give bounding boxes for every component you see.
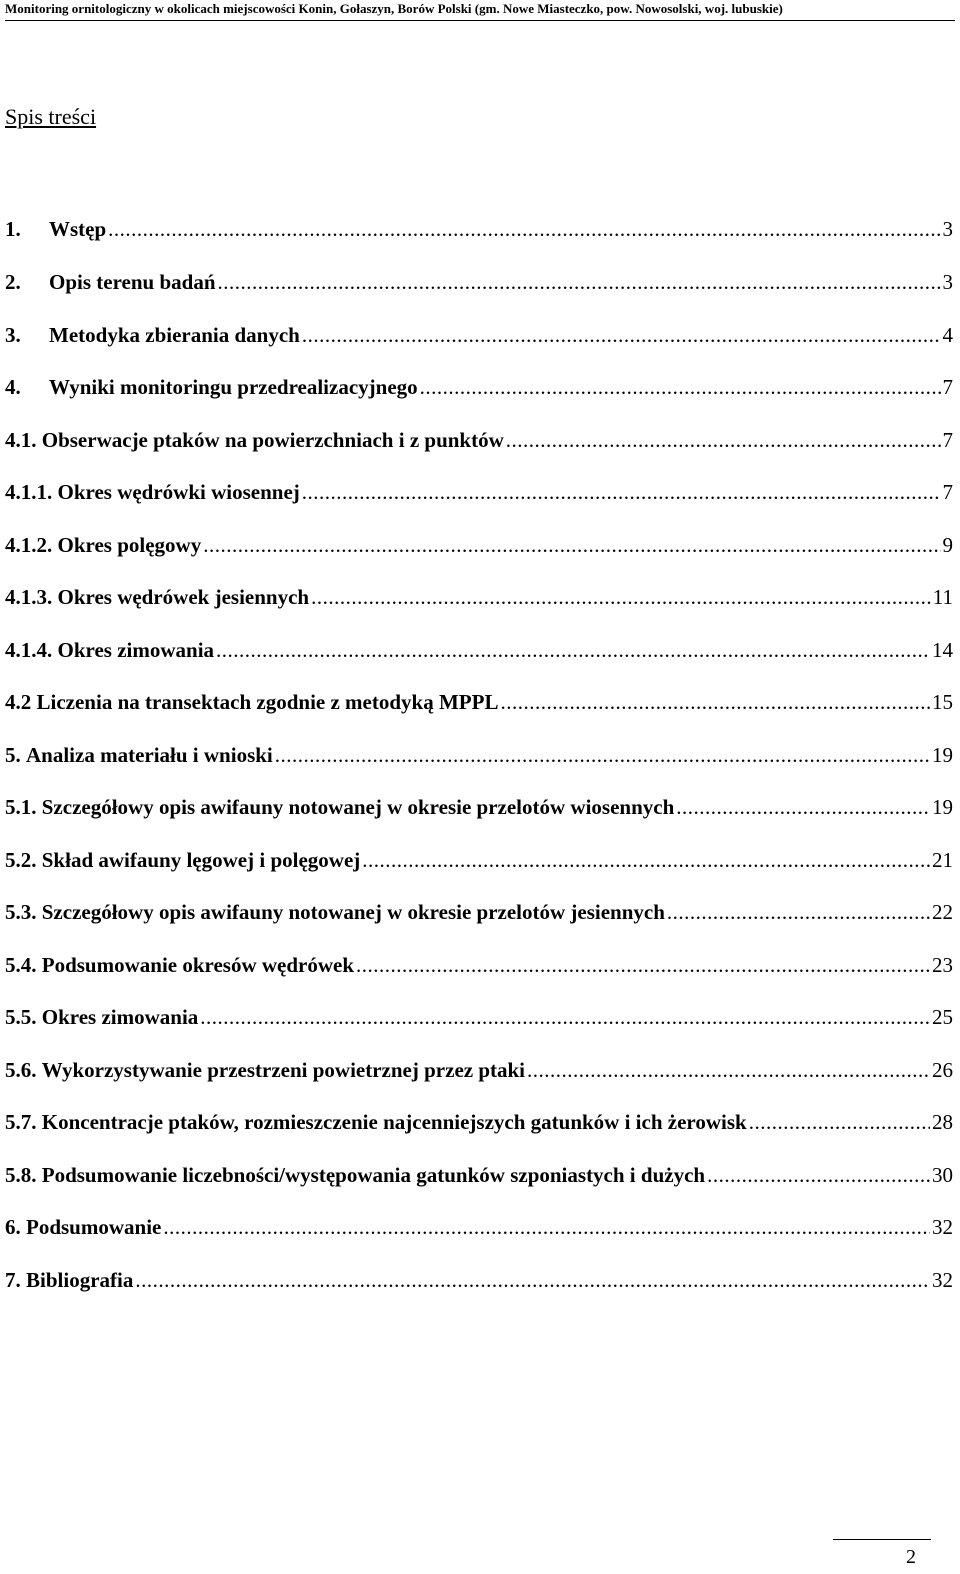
toc-leader-dots: [527, 1055, 930, 1085]
toc-entry-title: Wykorzystywanie przestrzeni powietrznej przez ptaki: [41, 1058, 526, 1082]
toc-entry-page: 9: [942, 533, 953, 557]
toc-entry-title: Szczegółowy opis awifauny notowanej w okresie przelotów jesiennych: [41, 900, 665, 924]
toc-entry-title: Podsumowanie: [26, 1215, 162, 1239]
toc-leader-dots: [302, 320, 941, 350]
toc-entry-number: 4.1.2.: [5, 533, 53, 557]
toc-entry-number: 4.1.4.: [5, 638, 53, 662]
toc-entry-number: 5.2.: [5, 848, 37, 872]
toc-entry[interactable]: [5, 845, 953, 875]
toc-entry[interactable]: [5, 687, 953, 717]
toc-entry-page: 22: [932, 900, 953, 924]
toc-entry[interactable]: [5, 1212, 953, 1242]
toc-entry-number: 5.3.: [5, 900, 37, 924]
toc-entry[interactable]: [5, 425, 953, 455]
toc-entry-title: Obserwacje ptaków na powierzchniach i z punktów: [41, 428, 504, 452]
toc-entry-number: 7.: [5, 1268, 21, 1292]
toc-entry-number: 5.4.: [5, 953, 37, 977]
toc-entry[interactable]: [5, 792, 953, 822]
toc-entry-title: Bibliografia: [26, 1268, 134, 1292]
toc-entry-page: 28: [932, 1110, 953, 1134]
toc-entry-title: Metodyka zbierania danych: [49, 323, 300, 347]
toc-leader-dots: [356, 950, 930, 980]
toc-entry-number: 3.: [5, 323, 21, 347]
toc-entry-number: 2.: [5, 270, 21, 294]
toc-entry[interactable]: [5, 950, 953, 980]
toc-leader-dots: [420, 372, 941, 402]
toc-entry[interactable]: [5, 897, 953, 927]
toc-entry-title: Liczenia na transektach zgodnie z metodyką MPPL: [36, 690, 499, 714]
toc-entry-page: 25: [932, 1005, 953, 1029]
toc-entry[interactable]: [5, 530, 953, 560]
toc-entry-number: 1.: [5, 217, 21, 241]
toc-entry-page: 19: [932, 795, 953, 819]
toc-entry-page: 7: [942, 428, 953, 452]
toc-entry-number: 5.7.: [5, 1110, 37, 1134]
toc-leader-dots: [500, 687, 930, 717]
toc-entry-page: 7: [942, 375, 953, 399]
toc-leader-dots: [216, 635, 930, 665]
toc-entry-page: 11: [932, 585, 953, 609]
toc-entry[interactable]: [5, 1055, 953, 1085]
toc-entry-number: 5.6.: [5, 1058, 37, 1082]
toc-entry[interactable]: [5, 635, 953, 665]
toc-entry-page: 3: [942, 270, 953, 294]
toc-entry[interactable]: [5, 1002, 953, 1032]
toc-leader-dots: [506, 425, 941, 455]
toc-entry-page: 26: [932, 1058, 953, 1082]
toc-entry-page: 32: [932, 1215, 953, 1239]
toc-entry-page: 21: [932, 848, 953, 872]
toc-entry-title: Okres wędrówki wiosennej: [57, 480, 300, 504]
toc-entry-page: 4: [942, 323, 953, 347]
toc-entry[interactable]: [5, 320, 953, 350]
toc-entry[interactable]: [5, 740, 953, 770]
toc-entry-page: 32: [932, 1268, 953, 1292]
toc-entry-title: Okres zimowania: [57, 638, 215, 662]
toc-entry-number: 4.1.1.: [5, 480, 53, 504]
toc-leader-dots: [108, 214, 940, 244]
toc-entry-title: Skład awifauny lęgowej i polęgowej: [41, 848, 361, 872]
toc-entry[interactable]: [5, 477, 953, 507]
toc-entry-title: Okres polęgowy: [57, 533, 202, 557]
toc-entry-number: 4.1.3.: [5, 585, 53, 609]
toc-entry-number: 4.2: [5, 690, 32, 714]
toc-entry-number: 5.8.: [5, 1163, 37, 1187]
toc-leader-dots: [749, 1107, 930, 1137]
toc-entry-number: 5.: [5, 743, 21, 767]
toc-entry[interactable]: [5, 1265, 953, 1295]
toc-entry-number: 6.: [5, 1215, 21, 1239]
toc-leader-dots: [302, 477, 941, 507]
toc-entry[interactable]: [5, 1160, 953, 1190]
toc-entry[interactable]: [5, 267, 953, 297]
toc-entry-number: 5.5.: [5, 1005, 37, 1029]
toc-leader-dots: [203, 530, 940, 560]
toc-leader-dots: [200, 1002, 930, 1032]
toc-leader-dots: [311, 582, 931, 612]
toc-leader-dots: [707, 1160, 930, 1190]
toc-entry-page: 7: [942, 480, 953, 504]
toc-entry-page: 3: [942, 217, 953, 241]
toc-entry-page: 23: [932, 953, 953, 977]
toc-entry-number: 5.1.: [5, 795, 37, 819]
toc-leader-dots: [275, 740, 930, 770]
footer-rule: [833, 1539, 931, 1540]
toc-entry[interactable]: [5, 372, 953, 402]
toc-entry-number: 4.: [5, 375, 21, 399]
page-number: 2: [906, 1546, 916, 1568]
toc-entry-title: Okres wędrówek jesiennych: [57, 585, 310, 609]
toc-leader-dots: [676, 792, 930, 822]
toc-entry[interactable]: [5, 1107, 953, 1137]
toc-entry-title: Okres zimowania: [41, 1005, 199, 1029]
toc-entry-number: 4.1.: [5, 428, 37, 452]
toc-entry-title: Podsumowanie okresów wędrówek: [41, 953, 355, 977]
toc-leader-dots: [362, 845, 930, 875]
toc-leader-dots: [135, 1265, 930, 1295]
toc-title: Spis treści: [5, 104, 97, 129]
toc-entry-title: Koncentracje ptaków, rozmieszczenie najcenniejszych gatunków i ich żerowisk: [41, 1110, 747, 1134]
toc-entry-title: Analiza materiału i wnioski: [26, 743, 273, 767]
toc-entry-page: 19: [932, 743, 953, 767]
toc-entry-title: Szczegółowy opis awifauny notowanej w okresie przelotów wiosennych: [41, 795, 675, 819]
toc-entry-title: Wyniki monitoringu przedrealizacyjnego: [49, 375, 418, 399]
toc-leader-dots: [218, 267, 941, 297]
toc-entry-title: Wstęp: [49, 217, 107, 241]
toc-entry-title: Opis terenu badań: [49, 270, 216, 294]
toc-entry-title: Podsumowanie liczebności/występowania gatunków szponiastych i dużych: [41, 1163, 706, 1187]
toc-leader-dots: [667, 897, 930, 927]
toc-entry[interactable]: [5, 582, 953, 612]
toc-leader-dots: [163, 1212, 930, 1242]
running-header: Monitoring ornitologiczny w okolicach miejscowości Konin, Gołaszyn, Borów Polski (gm. Nowe Miasteczko, pow. Nowosolski, woj. lubuskie): [5, 0, 955, 21]
toc-entry-page: 15: [932, 690, 953, 714]
toc-entry-page: 14: [932, 638, 953, 662]
toc-entry[interactable]: [5, 214, 953, 244]
toc-entry-page: 30: [932, 1163, 953, 1187]
